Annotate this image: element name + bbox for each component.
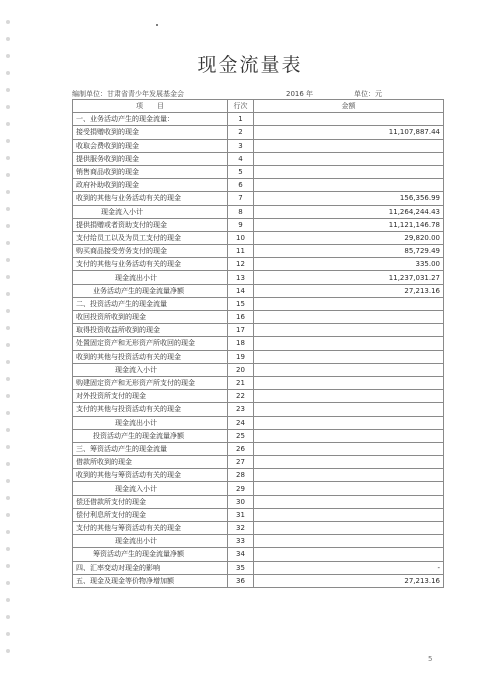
row-number: 5 xyxy=(228,165,254,178)
row-amount xyxy=(254,165,444,178)
table-body xyxy=(73,113,444,588)
binding-hole xyxy=(6,445,10,449)
currency-unit: 单位：元 xyxy=(354,90,382,98)
table-row xyxy=(73,297,444,310)
table-row xyxy=(73,205,444,218)
binding-hole xyxy=(6,564,10,568)
table-row xyxy=(73,535,444,548)
binding-hole xyxy=(6,513,10,517)
binding-hole xyxy=(6,479,10,483)
row-number: 20 xyxy=(228,363,254,376)
row-label: 购建固定资产和无形资产所支付的现金 xyxy=(73,376,228,389)
binding-hole xyxy=(6,88,10,92)
binding-hole xyxy=(6,377,10,381)
cash-flow-table xyxy=(72,99,444,588)
row-label: 三、筹资活动产生的现金流量 xyxy=(73,442,228,455)
row-amount xyxy=(254,324,444,337)
row-amount xyxy=(254,403,444,416)
table-row xyxy=(73,363,444,376)
row-number: 14 xyxy=(228,284,254,297)
row-number: 15 xyxy=(228,297,254,310)
page-number: 5 xyxy=(428,655,433,663)
row-label: 收回投资所收到的现金 xyxy=(73,311,228,324)
table-row xyxy=(73,574,444,587)
row-number: 35 xyxy=(228,561,254,574)
row-number: 8 xyxy=(228,205,254,218)
table-row xyxy=(73,113,444,126)
table-row xyxy=(73,429,444,442)
row-label: 二、投资活动产生的现金流量 xyxy=(73,297,228,310)
table-row xyxy=(73,258,444,271)
row-number: 9 xyxy=(228,218,254,231)
row-number: 10 xyxy=(228,231,254,244)
binding-hole xyxy=(6,598,10,602)
table-row xyxy=(73,192,444,205)
row-label: 借款所收到的现金 xyxy=(73,456,228,469)
row-number: 33 xyxy=(228,535,254,548)
table-row xyxy=(73,231,444,244)
table-row xyxy=(73,376,444,389)
row-amount xyxy=(254,522,444,535)
row-amount xyxy=(254,113,444,126)
row-amount xyxy=(254,429,444,442)
table-row xyxy=(73,548,444,561)
row-number: 24 xyxy=(228,416,254,429)
row-number: 21 xyxy=(228,376,254,389)
row-label: 对外投资所支付的现金 xyxy=(73,390,228,403)
table-row xyxy=(73,403,444,416)
row-label: 收到的其他与业务活动有关的现金 xyxy=(73,192,228,205)
binding-hole xyxy=(6,139,10,143)
row-amount: 11,107,887.44 xyxy=(254,126,444,139)
row-amount xyxy=(254,482,444,495)
table-row xyxy=(73,442,444,455)
row-label: 销售商品收到的现金 xyxy=(73,165,228,178)
row-number: 12 xyxy=(228,258,254,271)
row-amount xyxy=(254,179,444,192)
table-row xyxy=(73,469,444,482)
row-label: 筹资活动产生的现金流量净额 xyxy=(73,548,228,561)
row-amount xyxy=(254,139,444,152)
binding-hole xyxy=(6,241,10,245)
row-label: 偿付利息所支付的现金 xyxy=(73,508,228,521)
row-amount xyxy=(254,152,444,165)
row-number: 36 xyxy=(228,574,254,587)
report-year: 2016 年 xyxy=(286,90,314,98)
row-amount xyxy=(254,376,444,389)
table-row xyxy=(73,495,444,508)
row-label: 收到的其他与投资活动有关的现金 xyxy=(73,350,228,363)
binding-holes xyxy=(6,20,12,670)
binding-hole xyxy=(6,292,10,296)
header-amount: 金额 xyxy=(254,100,444,113)
table-row xyxy=(73,350,444,363)
row-number: 34 xyxy=(228,548,254,561)
row-label: 处置固定资产和无形资产所收回的现金 xyxy=(73,337,228,350)
table-header-row xyxy=(73,100,444,113)
row-label: 现金流入小计 xyxy=(73,363,228,376)
binding-hole xyxy=(6,224,10,228)
row-amount: 29,820.00 xyxy=(254,231,444,244)
binding-hole xyxy=(6,258,10,262)
row-label: 接受捐赠收到的现金 xyxy=(73,126,228,139)
binding-hole xyxy=(6,122,10,126)
row-amount: 85,729.49 xyxy=(254,245,444,258)
row-amount: 156,356.99 xyxy=(254,192,444,205)
table-row xyxy=(73,218,444,231)
table-row xyxy=(73,390,444,403)
binding-hole xyxy=(6,394,10,398)
table-row xyxy=(73,245,444,258)
row-label: 收取会费收到的现金 xyxy=(73,139,228,152)
row-label: 购买商品接受劳务支付的现金 xyxy=(73,245,228,258)
row-label: 现金流入小计 xyxy=(73,482,228,495)
row-amount xyxy=(254,416,444,429)
row-number: 31 xyxy=(228,508,254,521)
row-number: 7 xyxy=(228,192,254,205)
row-amount xyxy=(254,548,444,561)
table-row xyxy=(73,139,444,152)
row-number: 2 xyxy=(228,126,254,139)
binding-hole xyxy=(6,207,10,211)
table-row xyxy=(73,324,444,337)
table-row xyxy=(73,416,444,429)
binding-hole xyxy=(6,37,10,41)
row-label: 现金流出小计 xyxy=(73,416,228,429)
binding-hole xyxy=(6,632,10,636)
table-row xyxy=(73,284,444,297)
row-number: 27 xyxy=(228,456,254,469)
row-number: 1 xyxy=(228,113,254,126)
row-number: 16 xyxy=(228,311,254,324)
row-number: 25 xyxy=(228,429,254,442)
table-row xyxy=(73,126,444,139)
binding-hole xyxy=(6,173,10,177)
row-amount: 27,213.16 xyxy=(254,574,444,587)
row-amount: 11,264,244.43 xyxy=(254,205,444,218)
binding-hole xyxy=(6,309,10,313)
row-label: 一、业务活动产生的现金流量： xyxy=(73,113,228,126)
row-label: 现金流出小计 xyxy=(73,535,228,548)
table-row xyxy=(73,152,444,165)
row-label: 四、汇率变动对现金的影响 xyxy=(73,561,228,574)
row-label: 取得投资收益所收到的现金 xyxy=(73,324,228,337)
binding-hole xyxy=(6,496,10,500)
row-label: 政府补助收到的现金 xyxy=(73,179,228,192)
row-amount xyxy=(254,363,444,376)
row-label: 现金流入小计 xyxy=(73,205,228,218)
row-amount xyxy=(254,456,444,469)
table-row xyxy=(73,311,444,324)
row-number: 11 xyxy=(228,245,254,258)
table-row xyxy=(73,456,444,469)
row-label: 支付的其他与筹资活动有关的现金 xyxy=(73,522,228,535)
row-amount: 11,121,146.78 xyxy=(254,218,444,231)
table-row xyxy=(73,271,444,284)
page-title: 现金流量表 xyxy=(197,54,303,76)
row-label: 投资活动产生的现金流量净额 xyxy=(73,429,228,442)
row-number: 18 xyxy=(228,337,254,350)
row-amount xyxy=(254,495,444,508)
binding-hole xyxy=(6,275,10,279)
row-amount xyxy=(254,350,444,363)
table-row xyxy=(73,508,444,521)
row-amount: 27,213.16 xyxy=(254,284,444,297)
row-number: 26 xyxy=(228,442,254,455)
binding-hole xyxy=(6,343,10,347)
table-row xyxy=(73,179,444,192)
row-number: 28 xyxy=(228,469,254,482)
row-number: 32 xyxy=(228,522,254,535)
row-label: 现金流出小计 xyxy=(73,271,228,284)
binding-hole xyxy=(6,360,10,364)
row-amount: 11,237,031.27 xyxy=(254,271,444,284)
row-number: 3 xyxy=(228,139,254,152)
row-label: 业务活动产生的现金流量净额 xyxy=(73,284,228,297)
header-row-no: 行次 xyxy=(228,100,254,113)
binding-hole xyxy=(6,462,10,466)
binding-hole xyxy=(6,20,10,24)
row-label: 五、现金及现金等价物净增加额 xyxy=(73,574,228,587)
table-row xyxy=(73,561,444,574)
table-row xyxy=(73,482,444,495)
row-number: 6 xyxy=(228,179,254,192)
binding-hole xyxy=(6,156,10,160)
binding-hole xyxy=(6,411,10,415)
row-number: 13 xyxy=(228,271,254,284)
table-row xyxy=(73,522,444,535)
row-amount xyxy=(254,535,444,548)
preparing-unit: 编制单位：甘肃省青少年发展基金会 xyxy=(72,90,184,98)
binding-hole xyxy=(6,326,10,330)
table-row xyxy=(73,165,444,178)
row-number: 29 xyxy=(228,482,254,495)
row-number: 30 xyxy=(228,495,254,508)
row-label: 支付的其他与业务活动有关的现金 xyxy=(73,258,228,271)
binding-hole xyxy=(6,649,10,653)
binding-hole xyxy=(6,428,10,432)
row-number: 22 xyxy=(228,390,254,403)
binding-hole xyxy=(6,547,10,551)
table-row xyxy=(73,337,444,350)
row-label: 提供服务收到的现金 xyxy=(73,152,228,165)
row-amount xyxy=(254,297,444,310)
binding-hole xyxy=(6,190,10,194)
binding-hole xyxy=(6,581,10,585)
row-amount xyxy=(254,311,444,324)
row-number: 17 xyxy=(228,324,254,337)
row-amount xyxy=(254,337,444,350)
row-amount: - xyxy=(254,561,444,574)
row-amount xyxy=(254,469,444,482)
row-label: 提供捐赠或者资助支付的现金 xyxy=(73,218,228,231)
row-amount xyxy=(254,442,444,455)
binding-hole xyxy=(6,530,10,534)
row-label: 支付给员工以及为员工支付的现金 xyxy=(73,231,228,244)
row-label: 支付的其他与投资活动有关的现金 xyxy=(73,403,228,416)
row-number: 19 xyxy=(228,350,254,363)
row-label: 偿还借款所支付的现金 xyxy=(73,495,228,508)
row-amount xyxy=(254,390,444,403)
binding-hole xyxy=(6,615,10,619)
row-amount: 335.00 xyxy=(254,258,444,271)
row-label: 收到的其他与筹资活动有关的现金 xyxy=(73,469,228,482)
row-number: 4 xyxy=(228,152,254,165)
row-amount xyxy=(254,508,444,521)
row-number: 23 xyxy=(228,403,254,416)
scan-speck xyxy=(156,24,158,26)
binding-hole xyxy=(6,105,10,109)
header-item: 项 目 xyxy=(73,100,228,113)
